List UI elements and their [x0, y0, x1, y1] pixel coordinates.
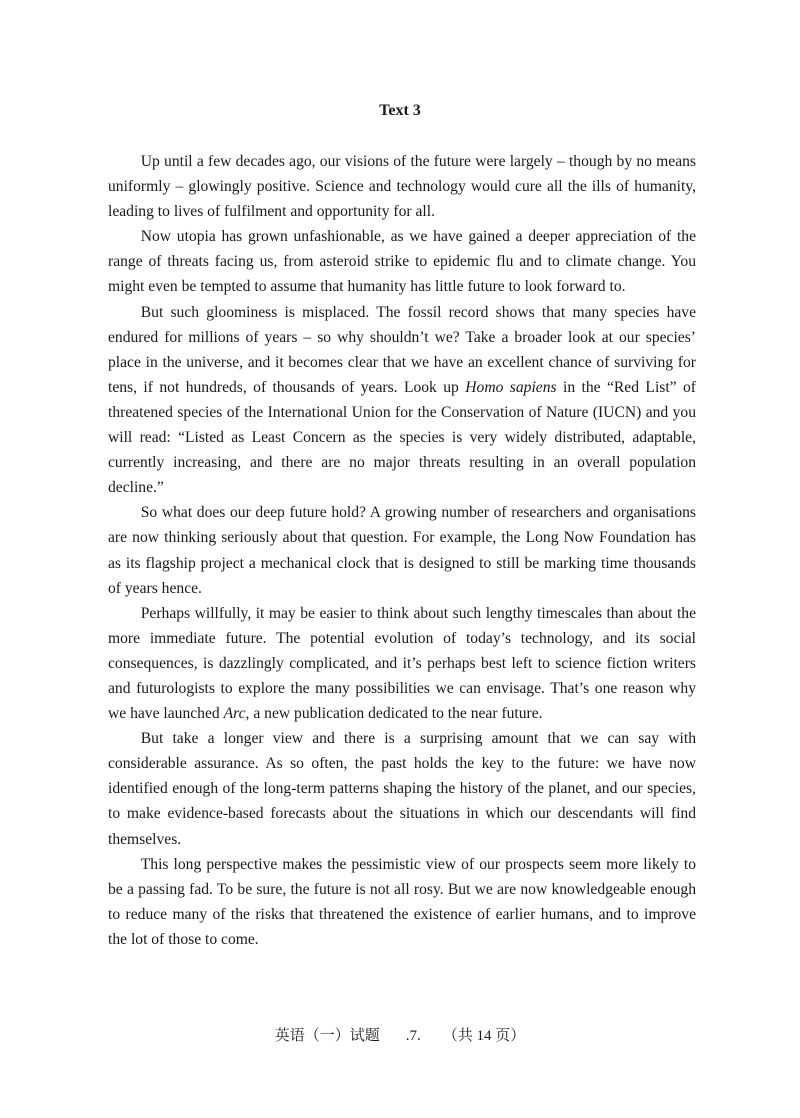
page-footer: [0, 1025, 800, 1047]
italic-text: Homo sapiens: [465, 378, 557, 396]
footer-page-number: .7.: [405, 1028, 421, 1044]
paragraph-text: in the “Red List” of threatened species of the International Union for the Conservation of Nature (IUCN) and you will read: “Listed as Least Concern as the species is very widely distributed, adaptable, currently increasing, and there are no major threats resulting in an overall population decline.”: [108, 378, 696, 497]
passage-body: [108, 149, 696, 952]
paragraph: [108, 852, 696, 952]
paragraph: [108, 224, 696, 299]
paragraph-text: So what does our deep future hold? A growing number of researchers and organisations are now thinking seriously about that question. For example, the Long Now Foundation has as its flagship project a mechanical clock that is designed to still be marking time thousands of years hence.: [108, 504, 696, 597]
footer-subject: 英语（一）试题: [274, 1028, 380, 1044]
paragraph-text: , a new publication dedicated to the near future.: [245, 705, 543, 723]
paragraph: [108, 500, 696, 600]
paragraph: [108, 300, 696, 501]
paragraph-text: This long perspective makes the pessimistic view of our prospects seem more likely to be a passing fad. To be sure, the future is not all rosy. But we are now knowledgeable enough to reduce many of the risks that threatened the existence of earlier humans, and to improve the lot of those to come.: [108, 855, 696, 948]
paragraph-text: Up until a few decades ago, our visions of the future were largely – though by no means uniformly – glowingly positive. Science and technology would cure all the ills of humanity, leading to lives of fulfilment and opportunity for all.: [108, 153, 696, 221]
paragraph-text: Now utopia has grown unfashionable, as we have gained a deeper appreciation of the range of threats facing us, from asteroid strike to epidemic flu and to climate change. You might even be tempted to assume that humanity has little future to look forward to.: [108, 228, 696, 296]
paragraph: [108, 149, 696, 224]
page-title: Text 3: [379, 102, 421, 119]
paragraph: [108, 726, 696, 851]
paragraph: [108, 601, 696, 726]
paragraph-text: Perhaps willfully, it may be easier to think about such lengthy timescales than about the more immediate future. The potential evolution of today’s technology, and its social consequences, is dazzlingly complicated, and it’s perhaps best left to science fiction writers and futurologists to explore the many possibilities we can envisage. That’s one reason why we have launched: [108, 604, 696, 723]
paragraph-text: But such gloominess is misplaced. The fossil record shows that many species have endured for millions of years – so why shouldn’t we? Take a broader look at our species’ place in the universe, and it becomes clear that we have an excellent chance of surviving for tens, if not hundreds, of thousands of years. Look up: [108, 303, 696, 396]
footer-total-pages: （共 14 页）: [442, 1028, 526, 1044]
italic-text: Arc: [223, 705, 246, 723]
paragraph-text: But take a longer view and there is a surprising amount that we can say with considerable assurance. As so often, the past holds the key to the future: we have now identified enough of the long-term patterns shaping the history of the planet, and our species, to make evidence-based forecasts about the situations in which our descendants will find themselves.: [108, 730, 696, 848]
